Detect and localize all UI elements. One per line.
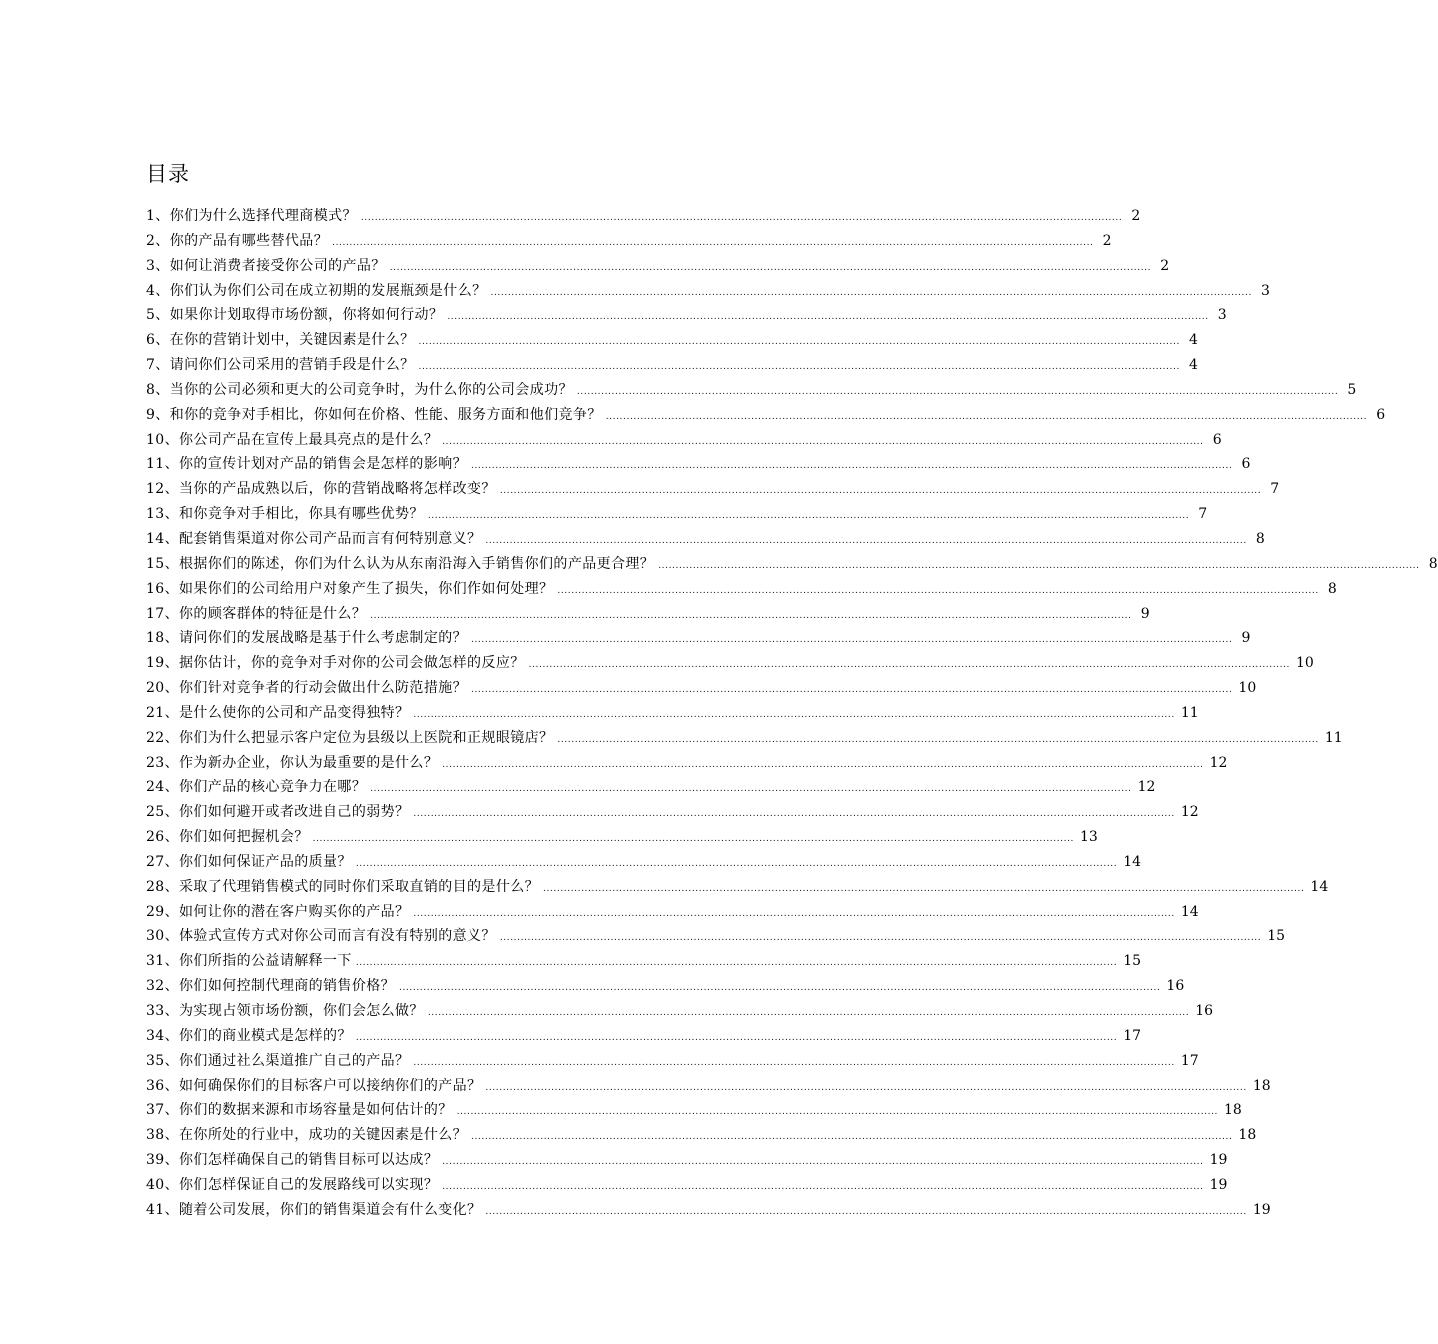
toc-entry[interactable] [146,676,1257,701]
dot-leader: ............................................................................................................................................................................................................................ [471,1132,1233,1143]
toc-entry[interactable] [146,1173,1228,1198]
dot-leader: ............................................................................................................................................................................................................................ [471,635,1233,646]
toc-entry[interactable] [146,452,1251,477]
toc-entry-text: 41、随着公司发展，你们的销售渠道会有什么变化？ [146,1201,482,1218]
toc-entry-page-number: 14 [1123,853,1142,870]
toc-entry[interactable] [146,900,1199,925]
dot-leader: ............................................................................................................................................................................................................................ [471,461,1233,472]
toc-entry-text: 26、你们如何把握机会？ [146,829,309,846]
dot-leader: ............................................................................................................................................................................................................................ [543,883,1305,894]
toc-entry[interactable] [146,1049,1199,1074]
toc-entry-text: 19、据你估计，你的竞争对手对你的公司会做怎样的反应？ [146,655,525,672]
dot-leader: ............................................................................................................................................................................................................................ [471,685,1233,696]
toc-entry-text: 36、如何确保你们的目标客户可以接纳你们的产品？ [146,1077,482,1094]
dot-leader: ............................................................................................................................................................................................................................ [485,1206,1247,1217]
dot-leader: ............................................................................................................................................................................................................................ [499,933,1262,944]
toc-entry-page-number: 12 [1137,779,1156,796]
toc-entry-text: 33、为实现占领市场份额，你们会怎么做？ [146,1003,424,1019]
dot-leader: ............................................................................................................................................................................................................................ [447,312,1209,323]
dot-leader: ............................................................................................................................................................................................................................ [427,511,1190,522]
dot-leader: ............................................................................................................................................................................................................................ [413,809,1175,820]
toc-entry[interactable] [146,1098,1242,1123]
toc-entry-text: 10、你公司产品在宣传上最具亮点的是什么？ [146,431,439,448]
toc-entry[interactable] [146,701,1199,726]
toc-entry-text: 21、是什么使你的公司和产品变得独特？ [146,704,410,721]
toc-entry[interactable] [146,527,1265,552]
toc-entry[interactable] [146,403,1386,428]
toc-entry-text: 32、你们如何控制代理商的销售价格？ [146,978,396,995]
toc-entry[interactable] [146,924,1286,949]
toc-entry[interactable] [146,552,1438,577]
toc-entry-text: 27、你们如何保证产品的质量？ [146,853,352,870]
dot-leader: ............................................................................................................................................................................................................................ [355,958,1118,969]
toc-entry-page-number: 2 [1160,257,1170,274]
toc-entry-page-number: 10 [1238,680,1257,697]
toc-entry-page-number: 14 [1180,903,1199,920]
toc-entry-page-number: 6 [1376,406,1386,423]
dot-leader: ............................................................................................................................................................................................................................ [427,1008,1190,1018]
toc-entry[interactable] [146,651,1314,676]
toc-entry-page-number: 19 [1209,1152,1228,1169]
toc-entry[interactable] [146,477,1280,502]
toc-entry-text: 9、和你的竞争对手相比，你如何在价格、性能、服务方面和他们竞争？ [146,406,602,423]
toc-entry[interactable] [146,303,1227,328]
toc-entry[interactable] [146,229,1112,254]
dot-leader: ............................................................................................................................................................................................................................ [370,784,1132,795]
dot-leader: ............................................................................................................................................................................................................................ [442,759,1204,770]
dot-leader: ............................................................................................................................................................................................................................ [456,1107,1219,1118]
toc-entry-text: 6、在你的营销计划中，关键因素是什么？ [146,332,415,349]
toc-entry-page-number: 14 [1310,878,1329,895]
toc-entry-page-number: 9 [1241,630,1251,647]
dot-leader: ............................................................................................................................................................................................................................ [557,734,1319,745]
dot-leader: ............................................................................................................................................................................................................................ [413,1057,1175,1068]
toc-entry-text: 30、体验式宣传方式对你公司而言有没有特别的意义？ [146,928,496,945]
toc-entry[interactable] [146,800,1199,825]
toc-entry-text: 8、当你的公司必须和更大的公司竞争时，为什么你的公司会成功？ [146,381,573,398]
toc-entry[interactable] [146,378,1357,403]
toc-entry-page-number: 10 [1296,655,1314,672]
toc-entry-text: 39、你们怎样确保自己的销售目标可以达成？ [146,1152,439,1169]
dot-leader: ............................................................................................................................................................................................................................ [442,1181,1204,1192]
dot-leader: ............................................................................................................................................................................................................................ [485,535,1247,546]
dot-leader: ............................................................................................................................................................................................................................ [442,1157,1204,1168]
toc-entry-text: 16、如果你们的公司给用户对象产生了损失，你们作如何处理？ [146,580,554,597]
dot-leader: ............................................................................................................................................................................................................................ [312,834,1075,845]
toc-entry[interactable] [146,875,1329,900]
toc-entry[interactable] [146,1198,1271,1223]
toc-entry[interactable] [146,602,1150,627]
toc-entry-text: 5、如果你计划取得市场份额，你将如何行动？ [146,307,444,324]
toc-title: 目录 [146,162,190,186]
toc-entry-page-number: 19 [1252,1201,1271,1218]
toc-entry-page-number: 6 [1241,456,1251,473]
toc-entry-text: 1、你们为什么选择代理商模式？ [146,208,357,224]
toc-entry-text: 34、你们的商业模式是怎样的？ [146,1027,352,1044]
toc-entry[interactable] [146,328,1198,353]
toc-entry-page-number: 3 [1217,307,1227,324]
toc-entry[interactable] [146,204,1141,229]
toc-entry-text: 15、根据你们的陈述，你们为什么认为从东南沿海入手销售你们的产品更合理？ [146,555,655,572]
toc-entry[interactable] [146,850,1142,875]
dot-leader: ............................................................................................................................................................................................................................ [528,660,1291,671]
toc-entry[interactable] [146,428,1222,453]
toc-entry-page-number: 5 [1347,381,1357,398]
dot-leader: ............................................................................................................................................................................................................................ [485,1082,1247,1093]
dot-leader: ............................................................................................................................................................................................................................ [360,213,1123,223]
toc-entry-page-number: 13 [1080,829,1098,846]
toc-entry-text: 20、你们针对竞争者的行动会做出什么防范措施？ [146,680,468,697]
toc-entry-page-number: 19 [1209,1176,1228,1193]
dot-leader: ............................................................................................................................................................................................................................ [389,262,1152,273]
toc-entry[interactable] [146,502,1208,527]
dot-leader: ............................................................................................................................................................................................................................ [413,709,1175,720]
toc-entry-text: 28、采取了代理销售模式的同时你们采取直销的目的是什么？ [146,878,540,895]
toc-entry-text: 23、作为新办企业，你认为最重要的是什么？ [146,754,439,771]
toc-entry-page-number: 16 [1166,978,1185,995]
dot-leader: ............................................................................................................................................................................................................................ [332,237,1094,248]
toc-entry-text: 31、你们所指的公益请解释一下 [146,953,352,970]
toc-entry-text: 13、和你竞争对手相比，你具有哪些优势？ [146,506,424,523]
dot-leader: ............................................................................................................................................................................................................................ [658,560,1420,571]
toc-entry-page-number: 2 [1102,232,1112,249]
toc-entry-text: 35、你们通过社么渠道推广自己的产品？ [146,1052,410,1069]
toc-entry-page-number: 18 [1252,1077,1271,1094]
toc-entry[interactable] [146,626,1251,651]
toc-entry[interactable] [146,751,1228,776]
toc-entry-page-number: 8 [1327,580,1337,597]
toc-entry-text: 29、如何让你的潜在客户购买你的产品？ [146,903,410,920]
dot-leader: ............................................................................................................................................................................................................................ [418,362,1180,373]
toc-entry-page-number: 17 [1123,1027,1142,1044]
toc-entry-text: 4、你们认为你们公司在成立初期的发展瓶颈是什么？ [146,282,487,299]
toc-entry[interactable] [146,254,1170,279]
toc-entry-page-number: 12 [1180,804,1199,821]
toc-entry-text: 3、如何让消费者接受你公司的产品？ [146,257,386,274]
toc-entry[interactable] [146,726,1343,751]
toc-entry-text: 22、你们为什么把显示客户定位为县级以上医院和正规眼镜店？ [146,729,554,746]
toc-entry-page-number: 2 [1131,208,1141,224]
dot-leader: ............................................................................................................................................................................................................................ [418,337,1180,348]
toc-entry-page-number: 17 [1180,1052,1199,1069]
toc-entry-page-number: 18 [1238,1127,1257,1144]
toc-entry[interactable] [146,279,1270,304]
dot-leader: ............................................................................................................................................................................................................................ [399,983,1161,994]
dot-leader: ............................................................................................................................................................................................................................ [370,610,1132,621]
toc-list [146,204,1438,1223]
toc-entry[interactable] [146,949,1142,974]
toc-entry-page-number: 9 [1140,605,1150,622]
toc-entry-text: 2、你的产品有哪些替代品？ [146,232,329,249]
toc-entry-page-number: 11 [1324,729,1343,746]
dot-leader: ............................................................................................................................................................................................................................ [355,1032,1118,1043]
toc-entry[interactable] [146,1148,1228,1173]
toc-entry-page-number: 3 [1260,282,1270,299]
toc-entry-text: 14、配套销售渠道对你公司产品而言有何特别意义？ [146,530,482,547]
dot-leader: ............................................................................................................................................................................................................................ [442,436,1204,447]
toc-entry-page-number: 7 [1270,481,1280,498]
dot-leader: ............................................................................................................................................................................................................................ [413,908,1175,919]
toc-entry-page-number: 16 [1195,1003,1214,1019]
toc-entry-page-number: 15 [1267,928,1286,945]
toc-entry-text: 24、你们产品的核心竞争力在哪？ [146,779,367,796]
dot-leader: ............................................................................................................................................................................................................................ [576,386,1339,397]
toc-entry-text: 12、当你的产品成熟以后，你的营销战略将怎样改变？ [146,481,496,498]
toc-entry-page-number: 12 [1209,754,1228,771]
toc-entry-page-number: 4 [1188,357,1198,374]
toc-entry[interactable] [146,353,1198,378]
toc-entry-text: 38、在你所处的行业中，成功的关键因素是什么？ [146,1127,468,1144]
toc-entry-text: 17、你的顾客群体的特征是什么？ [146,605,367,622]
toc-entry[interactable] [146,999,1214,1024]
dot-leader: ............................................................................................................................................................................................................................ [499,486,1262,497]
toc-entry-page-number: 11 [1180,704,1199,721]
toc-entry-page-number: 18 [1224,1102,1242,1119]
dot-leader: ............................................................................................................................................................................................................................ [605,411,1368,422]
toc-entry-page-number: 4 [1188,332,1198,349]
toc-entry-text: 40、你们怎样保证自己的发展路线可以实现？ [146,1176,439,1193]
toc-entry-page-number: 7 [1198,506,1208,523]
toc-entry-text: 11、你的宣传计划对产品的销售会是怎样的影响？ [146,456,468,473]
dot-leader: ............................................................................................................................................................................................................................ [490,287,1252,298]
toc-entry[interactable] [146,1123,1257,1148]
toc-entry-page-number: 8 [1255,530,1265,547]
toc-entry-text: 18、请问你们的发展战略是基于什么考虑制定的？ [146,630,468,647]
toc-entry-text: 25、你们如何避开或者改进自己的弱势？ [146,804,410,821]
toc-entry[interactable] [146,1074,1271,1099]
toc-entry[interactable] [146,974,1185,999]
toc-entry-text: 7、请问你们公司采用的营销手段是什么？ [146,357,415,374]
toc-entry[interactable] [146,825,1098,850]
dot-leader: ............................................................................................................................................................................................................................ [355,858,1118,869]
toc-entry-text: 37、你们的数据来源和市场容量是如何估计的？ [146,1102,453,1119]
toc-entry-page-number: 15 [1123,953,1142,970]
toc-entry[interactable] [146,775,1156,800]
toc-entry-page-number: 6 [1212,431,1222,448]
toc-entry-page-number: 8 [1428,555,1438,572]
toc-entry[interactable] [146,577,1337,602]
toc-entry[interactable] [146,1024,1142,1049]
dot-leader: ............................................................................................................................................................................................................................ [557,585,1319,596]
